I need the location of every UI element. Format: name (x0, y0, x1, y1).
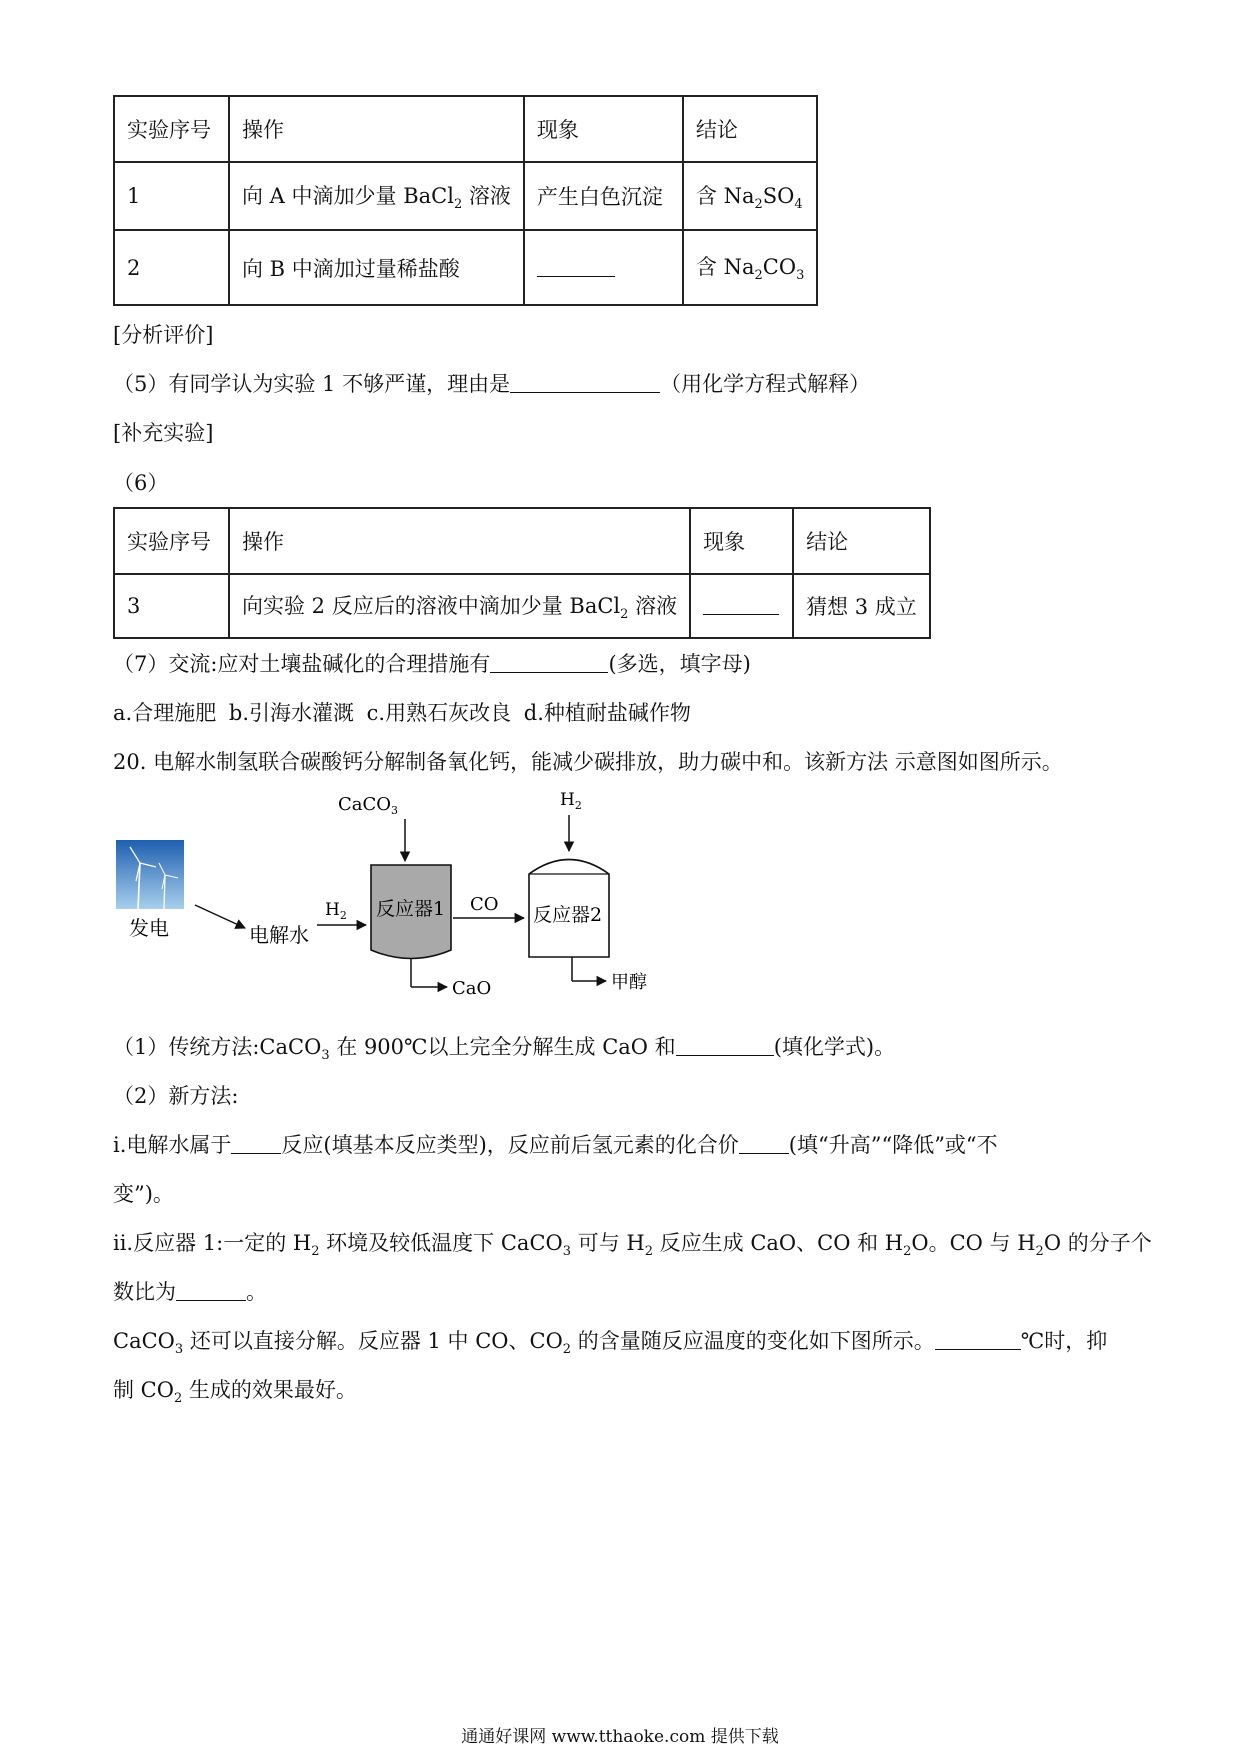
text: 还可以直接分解。反应器 1 中 CO、CO (183, 1329, 563, 1353)
subscript: 2 (754, 197, 763, 213)
text: 的含量随反应温度的变化如下图所示。 (571, 1329, 935, 1353)
text: （用化学方程式解释） (660, 372, 871, 396)
wind-turbine-icon (116, 840, 184, 909)
subscript: 3 (796, 268, 805, 284)
subscript: 2 (453, 197, 463, 213)
answer-blank[interactable] (537, 256, 615, 277)
header-cell: 实验序号 (114, 96, 229, 162)
text: ii.反应器 1:一定的 H (113, 1231, 312, 1255)
subscript: 3 (321, 1048, 330, 1064)
text: SO (762, 183, 795, 208)
question-5 (113, 370, 870, 398)
text: 在 900℃以上完全分解生成 CaO 和 (329, 1035, 676, 1059)
text: ℃时，抑 (1020, 1329, 1108, 1353)
text: 溶液 (462, 183, 511, 208)
subscript: 2 (173, 1391, 183, 1407)
text: (填化学式)。 (773, 1035, 896, 1059)
cell-conclusion: 猜想 3 成立 (793, 574, 930, 638)
text: 反应生成 CaO、CO 和 H (652, 1231, 904, 1255)
sub-question-2-label: （2）新方法: (113, 1084, 239, 1108)
methanol-label: 甲醇 (611, 972, 647, 993)
subscript: 2 (620, 607, 629, 623)
text: CaCO (113, 1329, 175, 1353)
text: (多选，填字母) (608, 652, 751, 676)
text: （1）传统方法:CaCO (113, 1035, 322, 1059)
cell-conclusion (683, 230, 817, 305)
cell-operation: 向 B 中滴加过量稀盐酸 (229, 230, 524, 305)
answer-blank[interactable] (231, 1133, 281, 1154)
experiment-table-1 (113, 95, 818, 306)
table-row (114, 162, 817, 230)
analysis-heading: [分析评价] (113, 323, 214, 347)
caco3-label: CaCO$_3$ (338, 794, 399, 817)
experiment-table-2 (113, 507, 931, 639)
cell-conclusion (683, 162, 817, 230)
answer-blank[interactable] (176, 1280, 246, 1301)
text: 。 (246, 1280, 267, 1304)
cell-no: 2 (114, 230, 229, 305)
question-20: 20. 电解水制氢联合碳酸钙分解制备氧化钙，能减少碳排放，助力碳中和。该新方法 示意图如图所示。 (113, 750, 1063, 774)
last-paragraph-cont (113, 1376, 357, 1413)
subscript: 2 (562, 1342, 572, 1358)
text: 可与 H (571, 1231, 645, 1255)
text: 生成的效果最好。 (182, 1378, 357, 1402)
text: 向 A 中滴加少量 BaCl (242, 183, 454, 208)
text: 数比为 (113, 1280, 176, 1304)
answer-blank[interactable] (510, 372, 660, 393)
question-6-label: （6） (113, 471, 169, 495)
reactor-1-label: 反应器1 (376, 898, 446, 920)
header-cell: 结论 (683, 96, 817, 162)
subscript: 2 (903, 1244, 912, 1260)
electrolysis-label: 电解水 (249, 923, 309, 947)
subscript: 3 (174, 1342, 184, 1358)
text: 反应(填基本反应类型)，反应前后氢元素的化合价 (281, 1133, 739, 1157)
text: 溶液 (628, 593, 678, 618)
text: 环境及较低温度下 CaCO (319, 1231, 563, 1255)
answer-blank[interactable] (703, 594, 779, 615)
process-diagram (112, 785, 672, 1019)
answer-blank[interactable] (676, 1035, 774, 1056)
cell-no: 1 (114, 162, 229, 230)
arrow-to-electrolysis (195, 905, 245, 928)
header-cell: 现象 (524, 96, 683, 162)
header-cell: 现象 (690, 508, 793, 574)
power-label: 发电 (129, 916, 169, 940)
text: CO (762, 255, 797, 280)
text: 含 Na (695, 183, 755, 208)
supplement-heading: [补充实验] (113, 421, 214, 445)
table-row (114, 230, 817, 305)
cell-phenomenon-blank (690, 574, 793, 638)
answer-blank[interactable] (739, 1133, 789, 1154)
text: 向实验 2 反应后的溶液中滴加少量 BaCl (242, 593, 621, 618)
header-cell: 实验序号 (114, 508, 229, 574)
sub-question-ii-cont (113, 1278, 267, 1306)
cell-operation (229, 574, 690, 638)
cao-label: CaO (452, 978, 492, 999)
sub-question-i-cont: 变”)。 (113, 1182, 174, 1206)
subscript: 2 (754, 268, 763, 284)
question-7-options: a.合理施肥 b.引海水灌溉 c.用熟石灰改良 d.种植耐盐碱作物 (113, 701, 691, 725)
cell-operation (229, 162, 524, 230)
subscript: 3 (562, 1244, 572, 1260)
reactor-2-label: 反应器2 (533, 904, 603, 926)
h2-label-1: $H_2$ (325, 900, 347, 922)
co-label: CO (470, 894, 499, 915)
table-header-row (114, 96, 817, 162)
answer-blank[interactable] (935, 1329, 1021, 1350)
text: 含 Na (695, 255, 755, 280)
text: （7）交流:应对土壤盐碱化的合理措施有 (113, 652, 491, 676)
answer-blank[interactable] (490, 652, 608, 673)
sub-question-i (113, 1131, 998, 1159)
last-paragraph (113, 1327, 1107, 1364)
text: (填“升高”“降低”或“不 (788, 1133, 998, 1157)
text: i.电解水属于 (113, 1133, 232, 1157)
question-7 (113, 650, 751, 678)
header-cell: 结论 (793, 508, 930, 574)
table-header-row (114, 508, 930, 574)
subscript: 2 (311, 1244, 320, 1260)
h2-label-2: $H_2$ (560, 790, 582, 812)
text: （5）有同学认为实验 1 不够严谨，理由是 (113, 372, 511, 396)
page-footer: 通通好课网 www.tthaoke.com 提供下载 (461, 1727, 779, 1747)
text: O 的分子个 (1043, 1231, 1152, 1255)
subscript: 4 (794, 197, 803, 213)
subscript: 2 (1035, 1244, 1044, 1260)
cell-phenomenon: 产生白色沉淀 (524, 162, 683, 230)
sub-question-ii (113, 1229, 1152, 1266)
sub-question-1 (113, 1033, 895, 1070)
process-diagram-svg (112, 785, 672, 1015)
table-row (114, 574, 930, 638)
text: 制 CO (113, 1378, 174, 1402)
text: O。CO 与 H (911, 1231, 1036, 1255)
cell-phenomenon-blank (524, 230, 683, 305)
cell-no: 3 (114, 574, 229, 638)
header-cell: 操作 (229, 508, 690, 574)
subscript: 2 (644, 1244, 653, 1260)
header-cell: 操作 (229, 96, 524, 162)
